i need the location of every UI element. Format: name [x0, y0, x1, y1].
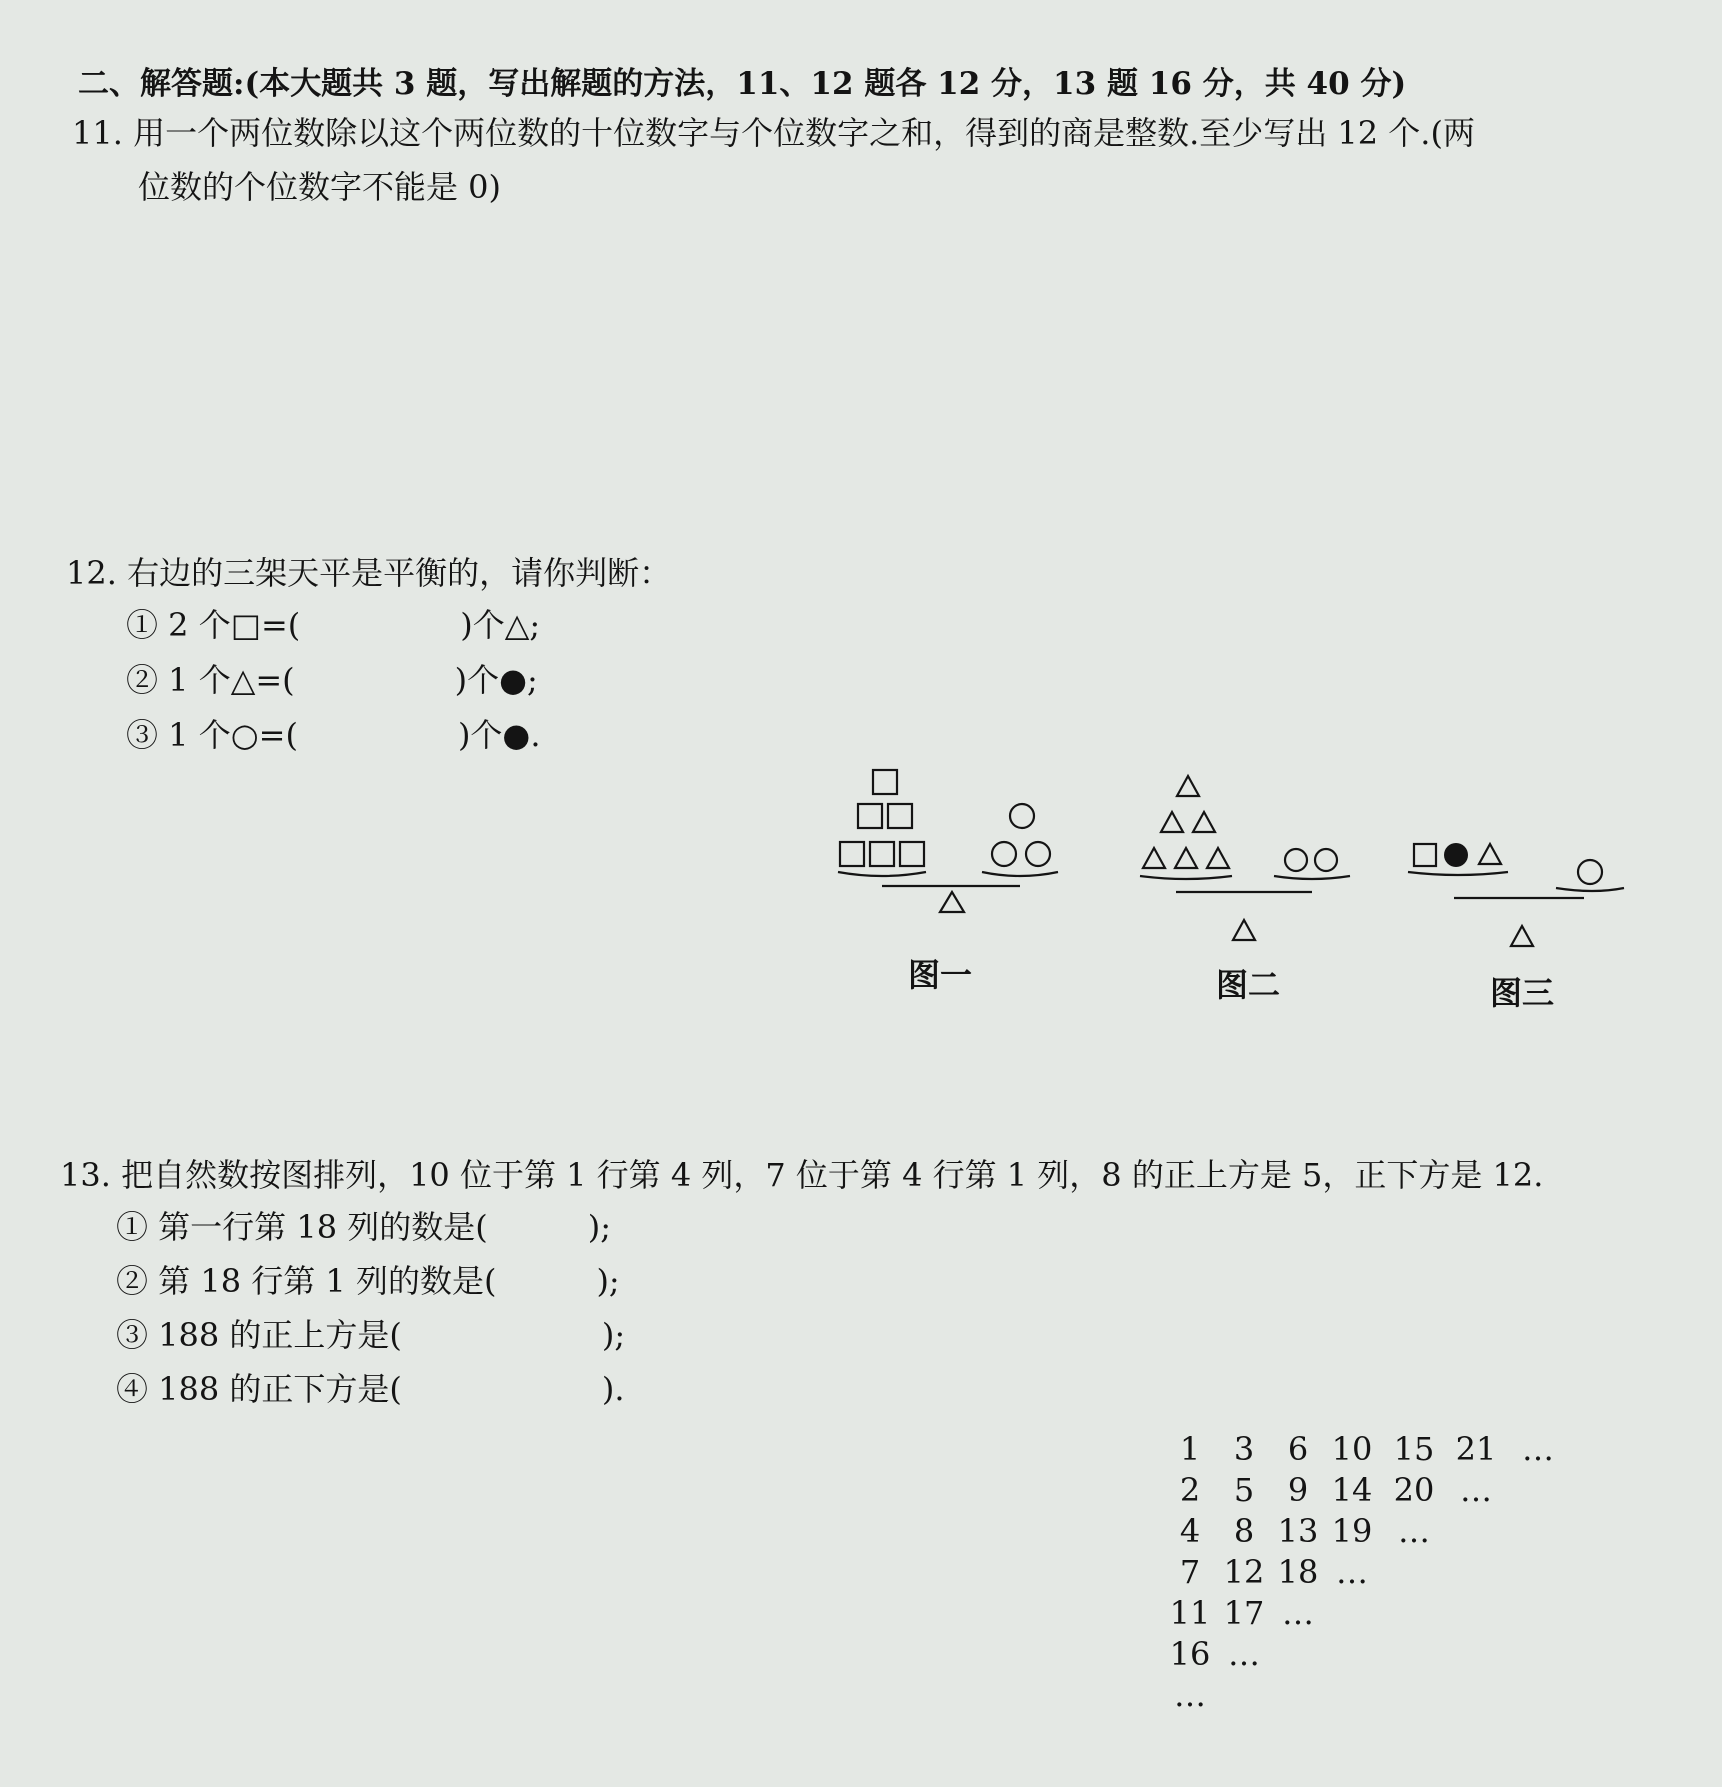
- grid-cell: …: [1336, 1553, 1368, 1591]
- q13-item-1-left: ① 第一行第 18 列的数是(: [116, 1208, 488, 1246]
- triangle-icon: [1175, 848, 1197, 868]
- grid-cell: 18: [1277, 1553, 1319, 1591]
- grid-cell: 12: [1223, 1553, 1265, 1591]
- q13-item-3-left: ③ 188 的正上方是(: [116, 1316, 402, 1354]
- grid-cell: 6: [1287, 1430, 1309, 1468]
- square-icon: [873, 770, 897, 794]
- grid-cell: 8: [1233, 1512, 1255, 1550]
- grid-cell: 15: [1393, 1430, 1435, 1468]
- grid-cell: …: [1282, 1594, 1314, 1632]
- fig1-circles: [992, 804, 1050, 866]
- circle-icon: [1026, 842, 1050, 866]
- q12-item-3-right: )个●.: [457, 716, 541, 754]
- q12-item-1-left: ① 2 个□=(: [126, 606, 301, 644]
- balance-figure-3: [1404, 830, 1634, 980]
- grid-cell: 7: [1179, 1553, 1201, 1591]
- q13-item-3: [116, 1310, 625, 1356]
- fig1-caption: 图一: [908, 956, 973, 994]
- circle-icon: [1315, 849, 1337, 871]
- fulcrum-triangle-icon: [1233, 920, 1255, 940]
- fulcrum-triangle-icon: [1511, 926, 1533, 946]
- grid-cell: 2: [1179, 1471, 1201, 1509]
- grid-cell: …: [1228, 1635, 1260, 1673]
- triangle-icon: [1193, 812, 1215, 832]
- q13-item-4: [116, 1364, 625, 1410]
- q13-item-3-right: );: [601, 1316, 626, 1354]
- left-pan-icon: [1408, 872, 1508, 875]
- triangle-icon: [1207, 848, 1229, 868]
- balance-figure-1: [830, 760, 1060, 940]
- q13-item-2-right: );: [596, 1262, 620, 1300]
- left-pan-icon: [1140, 876, 1232, 879]
- grid-cell: …: [1174, 1676, 1206, 1714]
- fig1-squares: [840, 770, 924, 866]
- section-heading: 二、解答题:(本大题共 3 题，写出解题的方法，11、12 题各 12 分，13 题 16 分，共 40 分): [78, 66, 1407, 102]
- q11-line1: 11. 用一个两位数除以这个两位数的十位数字与个位数字之和，得到的商是整数.至少写出 12 个.(两: [72, 114, 1475, 152]
- q12-stem: 12. 右边的三架天平是平衡的，请你判断：: [66, 554, 672, 592]
- grid-cell: 11: [1169, 1594, 1211, 1632]
- circle-icon: [1578, 860, 1602, 884]
- q13-item-4-left: ④ 188 的正下方是(: [116, 1370, 402, 1408]
- triangle-icon: [1143, 848, 1165, 868]
- grid-cell: 21: [1455, 1430, 1497, 1468]
- square-icon: [840, 842, 864, 866]
- circle-icon: [1010, 804, 1034, 828]
- grid-cell: 10: [1331, 1430, 1373, 1468]
- grid-cell: 4: [1179, 1512, 1201, 1550]
- triangle-icon: [1161, 812, 1183, 832]
- fulcrum-triangle-icon: [940, 892, 964, 912]
- grid-cell: …: [1398, 1512, 1430, 1550]
- fig3-caption: 图三: [1490, 974, 1555, 1012]
- square-icon: [858, 804, 882, 828]
- q11-line2: 位数的个位数字不能是 0): [138, 168, 502, 206]
- q13-stem: 13. 把自然数按图排列，10 位于第 1 行第 4 列，7 位于第 4 行第 1 列，8 的正上方是 5，正下方是 12.: [60, 1156, 1544, 1194]
- grid-cell: 20: [1393, 1471, 1435, 1509]
- grid-cell: 17: [1223, 1594, 1265, 1632]
- grid-cell: 3: [1233, 1430, 1255, 1468]
- q12-item-3: [126, 710, 541, 756]
- right-pan-icon: [1556, 888, 1624, 891]
- grid-cell: 1: [1179, 1430, 1201, 1468]
- fig2-caption: 图二: [1216, 966, 1281, 1004]
- triangle-icon: [1479, 844, 1501, 864]
- q13-item-2-left: ② 第 18 行第 1 列的数是(: [116, 1262, 497, 1300]
- right-pan-icon: [982, 872, 1058, 876]
- q12-item-2-left: ② 1 个△=(: [126, 661, 295, 699]
- grid-cell: 9: [1287, 1471, 1309, 1509]
- circle-icon: [1285, 849, 1307, 871]
- grid-cell: 13: [1277, 1512, 1319, 1550]
- grid-cell: 16: [1169, 1635, 1211, 1673]
- grid-cell: …: [1460, 1471, 1492, 1509]
- grid-cell: 5: [1233, 1471, 1255, 1509]
- square-icon: [1414, 844, 1436, 866]
- q12-item-2: [126, 655, 538, 701]
- square-icon: [870, 842, 894, 866]
- grid-cell: 14: [1331, 1471, 1373, 1509]
- square-icon: [900, 842, 924, 866]
- q13-item-4-right: ).: [601, 1370, 625, 1408]
- grid-cell: 19: [1331, 1512, 1373, 1550]
- q13-item-2: [116, 1256, 620, 1302]
- q12-item-2-right: )个●;: [454, 661, 538, 699]
- square-icon: [888, 804, 912, 828]
- q12-item-1: [126, 600, 540, 646]
- q13-item-1-right: );: [587, 1208, 611, 1246]
- balance-figure-2: [1136, 768, 1356, 948]
- grid-cell: …: [1522, 1430, 1554, 1468]
- q12-item-3-left: ③ 1 个○=(: [126, 716, 298, 754]
- q13-item-1: [116, 1202, 611, 1248]
- fig2-triangles: [1143, 776, 1229, 868]
- left-pan-icon: [838, 872, 926, 876]
- fig2-circles: [1285, 849, 1337, 871]
- circle-icon: [992, 842, 1016, 866]
- number-triangle-grid: [1160, 1430, 1620, 1730]
- filled-dot-icon: [1444, 843, 1468, 867]
- q12-item-1-right: )个△;: [460, 606, 541, 644]
- triangle-icon: [1177, 776, 1199, 796]
- right-pan-icon: [1274, 876, 1350, 879]
